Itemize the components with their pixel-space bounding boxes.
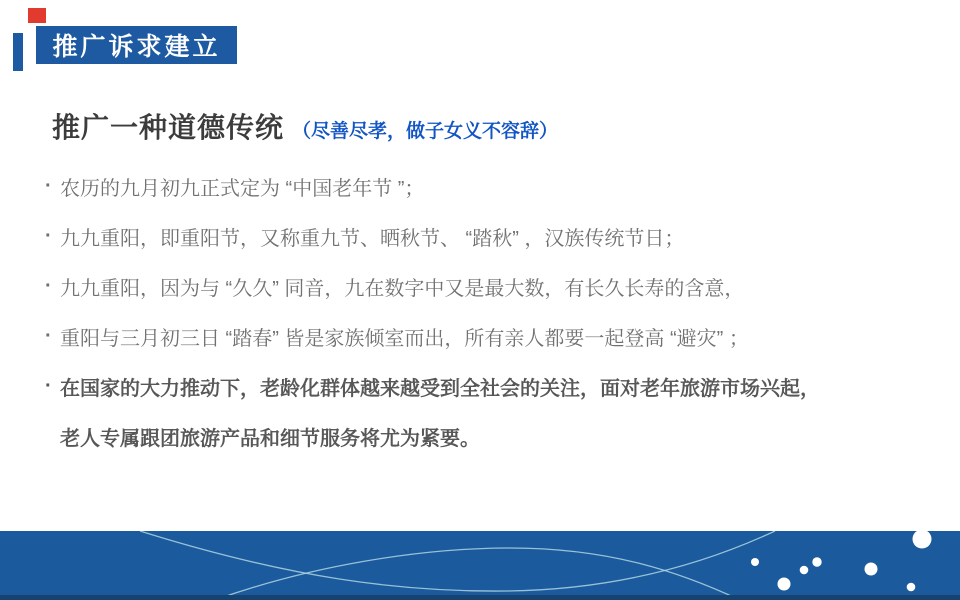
bullet-item (45, 361, 930, 411)
footer-wave-band (0, 531, 960, 600)
bullet-item (45, 261, 930, 311)
decor-dot (812, 557, 821, 566)
bullet-list (45, 161, 930, 461)
bullet-text: 老人专属跟团旅游产品和细节服务将尤为紧要。 (60, 427, 480, 450)
bullet-marker: · (45, 374, 52, 397)
blue-accent-bar (13, 33, 23, 71)
bullet-marker: · (45, 174, 52, 197)
bullet-item (45, 161, 930, 211)
section-heading (52, 106, 558, 146)
heading-subtitle: （尽善尽孝，做子女义不容辞） (292, 121, 559, 142)
bullet-item (45, 411, 930, 461)
decor-dot (907, 583, 916, 592)
decor-dot (800, 566, 809, 575)
bullet-item (45, 311, 930, 361)
bullet-text: 农历的九月初九正式定为 “中国老年节 ”； (60, 177, 425, 200)
decor-dot (865, 563, 878, 576)
decor-dot (778, 578, 791, 591)
bullet-text: 九九重阳，即重阳节，又称重九节、晒秋节、 “踏秋” ，汉族传统节日； (60, 227, 685, 250)
slide-title: 推广诉求建立 (52, 33, 221, 61)
bullet-text: 九九重阳，因为与 “久久” 同音，九在数字中又是最大数，有长久长寿的含意， (60, 277, 745, 300)
bullet-marker: · (45, 324, 52, 347)
footer-dark-strip (0, 595, 960, 600)
decor-dot (751, 558, 759, 566)
bullet-marker: · (45, 224, 52, 247)
bullet-text: 重阳与三月初三日 “踏春” 皆是家族倾室而出，所有亲人都要一起登高 “避灾” ； (60, 327, 749, 350)
bullet-item (45, 211, 930, 261)
red-accent-square-icon (28, 8, 46, 23)
bullet-text: 在国家的大力推动下，老龄化群体越来越受到全社会的关注，面对老年旅游市场兴起， (60, 377, 820, 400)
slide-title-box (36, 26, 237, 64)
heading-main: 推广一种道德传统 (52, 112, 285, 143)
bullet-marker: · (45, 274, 52, 297)
